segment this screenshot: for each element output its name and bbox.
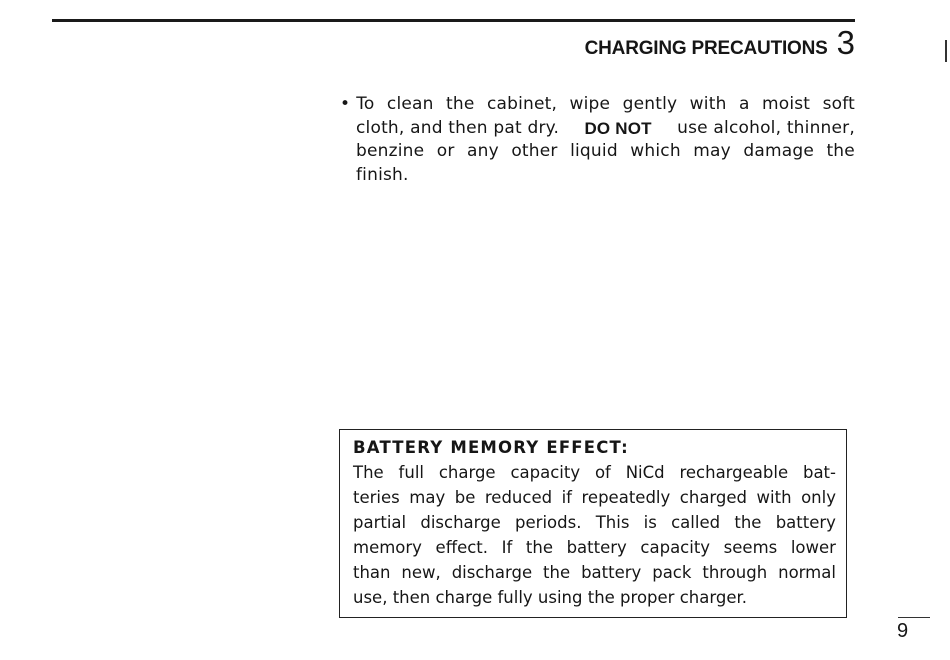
word: called [671, 513, 721, 532]
edge-mark [945, 40, 947, 62]
word: soft [822, 94, 855, 114]
word: This [595, 513, 630, 532]
word: benzine [356, 141, 425, 161]
word: pack [652, 563, 692, 582]
word: the [734, 513, 762, 532]
word: only [801, 488, 836, 507]
word: rechargeable [679, 463, 789, 482]
section-number: 3 [836, 24, 855, 61]
page-number-rule [898, 617, 930, 618]
word: may [409, 488, 446, 507]
cleaning-text: finish. [356, 164, 409, 185]
word: battery [566, 538, 627, 557]
word: seems [723, 538, 778, 557]
word: wipe [569, 94, 611, 114]
bullet-icon: • [340, 94, 351, 114]
word: through [702, 563, 768, 582]
word: a [738, 94, 750, 114]
word: any [467, 141, 499, 161]
cleaning-line [340, 140, 855, 164]
bullet-word [340, 93, 375, 117]
word: lower [790, 538, 836, 557]
note-title: BATTERY MEMORY EFFECT: [353, 438, 629, 457]
word: may [693, 141, 731, 161]
section-title: CHARGING PRECAUTIONS [584, 38, 828, 59]
word: with [756, 488, 792, 507]
word: partial [353, 513, 407, 532]
note-line [353, 535, 836, 560]
note-line [353, 510, 836, 535]
word: effect. [435, 538, 489, 557]
word: capacity [510, 463, 581, 482]
word: of [594, 463, 611, 482]
word: is [643, 513, 657, 532]
do-not-warning: DO NOT [584, 118, 652, 138]
word: capacity [640, 538, 711, 557]
top-rule [52, 19, 855, 22]
word: battery [581, 563, 642, 582]
word: charge [438, 463, 496, 482]
word: reduced [484, 488, 553, 507]
note-text: use, then charge fully using the proper charger. [353, 588, 747, 607]
word: battery [775, 513, 836, 532]
note-body [353, 460, 836, 610]
cleaning-instruction [340, 93, 855, 187]
word: which [630, 141, 681, 161]
word: bat- [802, 463, 836, 482]
cleaning-line [340, 164, 855, 188]
cleaning-text: use alcohol, thinner, [677, 117, 855, 138]
note-line [353, 460, 836, 485]
cleaning-line [340, 93, 855, 117]
page-number: 9 [897, 620, 909, 642]
page-header [585, 26, 855, 60]
word: than [353, 563, 391, 582]
note-line [353, 585, 836, 610]
word: repeatedly [581, 488, 671, 507]
word: memory [353, 538, 422, 557]
word: If [501, 538, 513, 557]
word: if [561, 488, 572, 507]
word: with [689, 94, 727, 114]
word: moist [761, 94, 811, 114]
word: To [356, 94, 375, 114]
word: damage [743, 141, 814, 161]
word: teries [353, 488, 400, 507]
word: gently [622, 94, 678, 114]
word: cabinet, [486, 94, 558, 114]
word: The [353, 463, 384, 482]
word: or [436, 141, 455, 161]
cleaning-line [340, 117, 855, 141]
note-line [353, 485, 836, 510]
word: NiCd [625, 463, 665, 482]
word: full [398, 463, 424, 482]
word: the [826, 141, 855, 161]
word: new, [401, 563, 441, 582]
word: liquid [570, 141, 618, 161]
battery-memory-note [339, 429, 847, 618]
word: charged [679, 488, 748, 507]
note-line [353, 560, 836, 585]
word: be [454, 488, 476, 507]
cleaning-text: cloth, and then pat dry. [356, 117, 560, 138]
word: discharge [420, 513, 501, 532]
word: the [446, 94, 475, 114]
word: discharge [451, 563, 533, 582]
word: the [543, 563, 571, 582]
word: the [525, 538, 553, 557]
word: other [511, 141, 558, 161]
word: periods. [515, 513, 582, 532]
word: clean [386, 94, 434, 114]
word: normal [778, 563, 836, 582]
